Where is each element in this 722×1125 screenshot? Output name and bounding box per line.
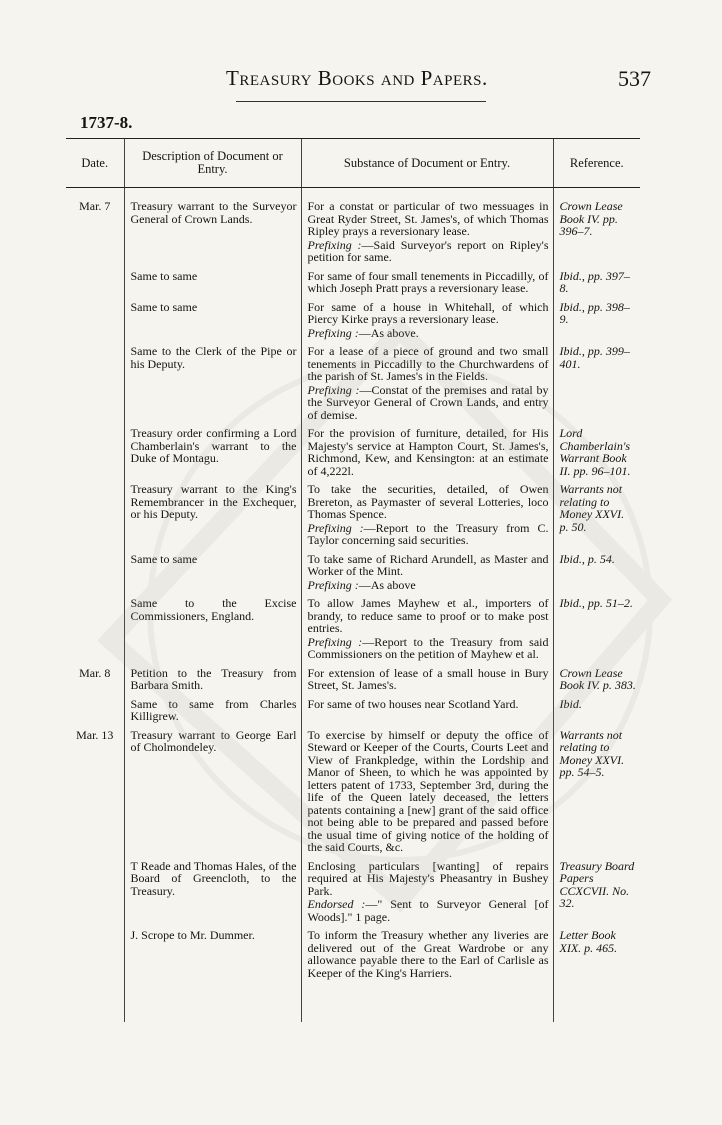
- row-description: Same to same: [124, 552, 301, 597]
- row-date: [66, 859, 124, 929]
- row-description: Treasury order confirming a Lord Chamberlain's warrant to the Duke of Montagu.: [124, 426, 301, 482]
- row-description: Same to same from Charles Killigrew.: [124, 697, 301, 728]
- prefixing-note: [308, 636, 549, 661]
- substance-text: For a constat or particular of two messuages in Great Ryder Street, St. James's, of which Thomas Ripley prays a reversionary lease.: [307, 199, 549, 238]
- substance-text: For extension of lease of a small house in Bury Street, St. James's.: [307, 665, 549, 692]
- row-date: [66, 269, 124, 300]
- row-date: [66, 596, 124, 666]
- row-substance: [301, 269, 553, 300]
- row-substance: [301, 426, 553, 482]
- row-date: Mar. 8: [79, 665, 111, 680]
- prefixing-text: —As above.: [358, 325, 419, 340]
- row-reference: Letter Book XIX. p. 465.: [553, 928, 640, 1022]
- row-reference: Ibid., pp. 51–2.: [553, 596, 640, 666]
- row-substance: [301, 728, 553, 859]
- row-reference: Crown Lease Book IV. pp. 396–7.: [553, 188, 640, 269]
- table-row: [66, 697, 640, 728]
- row-date: [66, 426, 124, 482]
- row-substance: [301, 300, 553, 345]
- row-date: [66, 697, 124, 728]
- row-description: T Reade and Thomas Hales, of the Board of Greencloth, to the Treasury.: [124, 859, 301, 929]
- column-header-date: Date.: [66, 139, 124, 188]
- running-head: [0, 66, 722, 100]
- header-row: [66, 139, 640, 188]
- row-description: Treasury warrant to the Surveyor General of Crown Lands.: [124, 188, 301, 269]
- row-reference: Ibid.: [553, 697, 640, 728]
- prefixing-label: Endorsed :: [307, 897, 366, 911]
- row-description: Treasury warrant to the King's Remembrancer in the Exchequer, or his Deputy.: [124, 482, 301, 552]
- row-description: Same to same: [124, 269, 301, 300]
- row-substance: [301, 344, 553, 426]
- prefixing-label: Prefixing :: [307, 325, 359, 340]
- prefixing-text: —Said Surveyor's report on Ripley's petition for same.: [307, 237, 549, 264]
- table-row: [66, 269, 640, 300]
- row-substance: [301, 928, 553, 1022]
- prefixing-note: [308, 239, 549, 264]
- row-substance: [301, 188, 553, 269]
- page-number: 537: [618, 66, 651, 91]
- substance-text: For same of four small tenements in Piccadilly, of which Joseph Pratt prays a reversionary lease.: [307, 268, 549, 295]
- row-reference: Treasury Board Papers CCXCVII. No. 32.: [553, 859, 640, 929]
- year-label: 1737-8.: [80, 113, 133, 132]
- row-substance: [301, 482, 553, 552]
- prefixing-note: [308, 579, 549, 592]
- calendar-table: [66, 138, 640, 1022]
- column-header-substance: Substance of Document or Entry.: [301, 139, 553, 188]
- row-date: [66, 552, 124, 597]
- substance-text: For a lease of a piece of ground and two small tenements in Piccadilly to the Churchwardens of the parish of St. James's in the Fields.: [307, 344, 549, 383]
- column-header-description: Description of Document or Entry.: [124, 139, 301, 188]
- table-row: [66, 344, 640, 426]
- substance-text: To inform the Treasury whether any liveries are delivered out of the Great Wardrobe or any allowance payable there to the Earl of Carlisle as Keeper of the King's Harriers.: [307, 928, 549, 980]
- row-substance: [301, 697, 553, 728]
- prefixing-label: Prefixing :: [307, 577, 359, 592]
- table-row: [66, 426, 640, 482]
- row-reference: Warrants not relating to Money XXVI. p. 50.: [553, 482, 640, 552]
- prefixing-label: Prefixing :: [307, 520, 364, 535]
- row-date: [66, 300, 124, 345]
- row-substance: [301, 596, 553, 666]
- prefixing-text: —Report to the Treasury from C. Taylor concerning said securities.: [307, 520, 549, 547]
- table-body: [66, 188, 640, 1023]
- table-row: [66, 482, 640, 552]
- running-title: Treasury Books and Papers.: [226, 66, 488, 90]
- table-row: [66, 188, 640, 269]
- prefixing-note: [308, 898, 549, 923]
- row-description: Treasury warrant to George Earl of Cholmondeley.: [124, 728, 301, 859]
- row-reference: Ibid., pp. 399–401.: [553, 344, 640, 426]
- row-substance: [301, 859, 553, 929]
- substance-text: To allow James Mayhew et al., importers of brandy, to reduce same to proof or to make post entries.: [307, 596, 549, 635]
- substance-text: Enclosing particulars [wanting] of repairs required at His Majesty's Pheasantry in Bushey Park.: [307, 858, 549, 898]
- prefixing-text: —Constat of the premises and ratal by the Surveyor General of Crown Lands, and entry of demise.: [307, 382, 549, 422]
- row-reference: Crown Lease Book IV. p. 383.: [553, 666, 640, 697]
- row-date: Mar. 7: [79, 199, 111, 213]
- table-row: [66, 596, 640, 666]
- prefixing-note: [308, 522, 549, 547]
- prefixing-text: —As above: [358, 577, 416, 592]
- table-row: [66, 300, 640, 345]
- row-reference: Ibid., pp. 397–8.: [553, 269, 640, 300]
- table-row: [66, 928, 640, 1022]
- row-description: Same to the Excise Commissioners, England.: [124, 596, 301, 666]
- substance-text: To exercise by himself or deputy the office of Steward or Keeper of the Courts, Courts Leet and View of Frankpledge, within the Lordship and Manor of Sheen, to which he was appointed by letters patent of 1733, September 3rd, during the life of the Queen lately deceased, the letters patents containing a [new] grant of the said office not being able to be prepared and passed before the usual time of giving notice of the holding of the said Courts, &c.: [307, 727, 549, 854]
- table-row: [66, 666, 640, 697]
- row-description: Same to the Clerk of the Pipe or his Deputy.: [124, 344, 301, 426]
- table-row: [66, 859, 640, 929]
- substance-text: For same of a house in Whitehall, of which Piercy Kirke prays a reversionary lease.: [307, 299, 549, 326]
- row-description: Same to same: [124, 300, 301, 345]
- substance-text: To take same of Richard Arundell, as Master and Worker of the Mint.: [307, 551, 549, 578]
- prefixing-note: [308, 384, 549, 422]
- substance-text: For the provision of furniture, detailed, for His Majesty's service at Hampton Court, St. James's, Richmond, Kew, and Kensington: at an estimate of 4,222l.: [307, 426, 549, 478]
- row-date: [66, 928, 124, 1022]
- table-row: [66, 552, 640, 597]
- substance-text: To take the securities, detailed, of Owen Brereton, as Paymaster of several Lotteries, loco Thomas Spence.: [307, 482, 549, 521]
- row-reference: Lord Chamberlain's Warrant Book II. pp. 96–101.: [553, 426, 640, 482]
- table-header: [66, 139, 640, 188]
- column-header-reference: Reference.: [553, 139, 640, 188]
- row-date: [66, 482, 124, 552]
- row-substance: [301, 552, 553, 597]
- prefixing-label: Prefixing :: [307, 634, 363, 649]
- prefixing-label: Prefixing :: [307, 382, 360, 397]
- row-date: Mar. 13: [76, 727, 114, 742]
- table-row: [66, 728, 640, 859]
- prefixing-text: —Report to the Treasury from said Commissioners on the petition of Mayhew et al.: [307, 634, 549, 661]
- row-reference: Warrants not relating to Money XXVI. pp. 54–5.: [553, 728, 640, 859]
- header-rule: [236, 101, 486, 102]
- row-reference: Ibid., p. 54.: [553, 552, 640, 597]
- prefixing-label: Prefixing :: [307, 237, 362, 252]
- substance-text: For same of two houses near Scotland Yard.: [307, 696, 519, 711]
- row-date: [66, 344, 124, 426]
- row-substance: [301, 666, 553, 697]
- row-reference: Ibid., pp. 398–9.: [553, 300, 640, 345]
- row-description: Petition to the Treasury from Barbara Smith.: [124, 666, 301, 697]
- prefixing-text: —" Sent to Surveyor General [of Woods]." 1 page.: [307, 897, 549, 924]
- row-description: J. Scrope to Mr. Dummer.: [124, 928, 301, 1022]
- prefixing-note: [308, 327, 549, 340]
